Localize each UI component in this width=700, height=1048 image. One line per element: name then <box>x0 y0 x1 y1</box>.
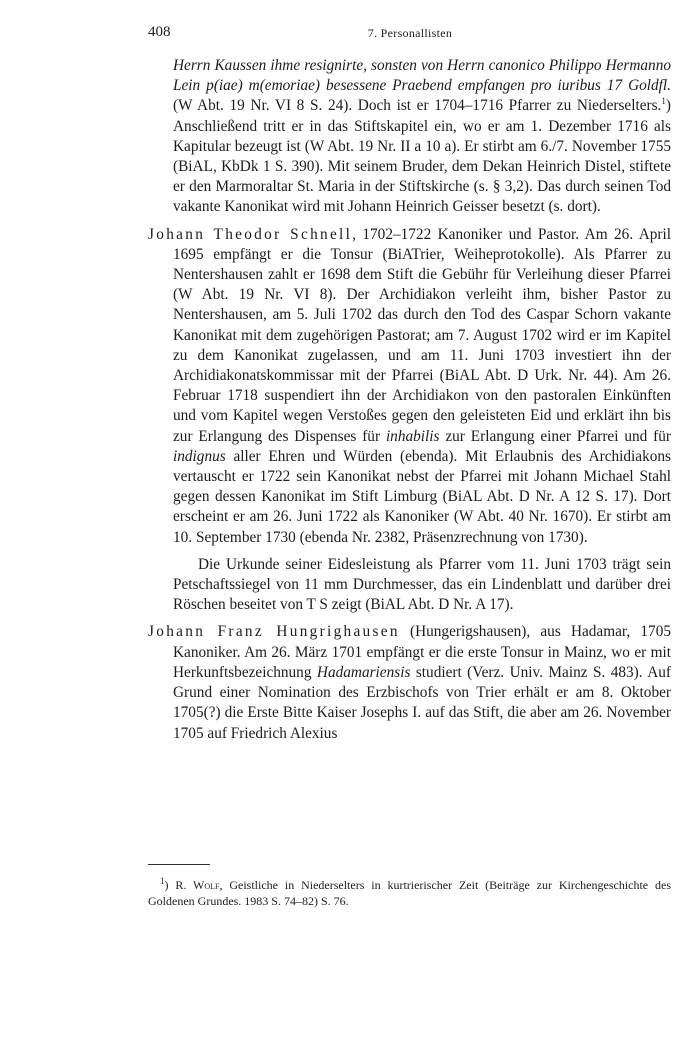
entry-schnell <box>148 225 671 548</box>
entry-text: , 1702–1722 Kanoniker und Pastor. Am 26. April 1695 empfängt er die Tonsur (BiATrier, Weiheprotokolle). Als Pfarrer zu Nentershausen zahlt er 1698 dem Stift die Gebühr für Verleihung dieser Pfarrei (W Abt. 19 Nr. VI 8). Der Archidiakon verleiht ihm, bisher Pastor zu Nentershausen, am 5. Juli 1702 das durch den Tod des Caspar Schorn vakante Kanonikat mit dem zugehörigen Pastorat; am 7. August 1702 wird er im Kapitel zu dem Kanonikat zugelassen, und am 11. Juni 1703 investiert ihn der Archidiakonatskommissar mit der Pfarrei (BiAL Abt. D Urk. Nr. 44). Am 26. Februar 1718 suspendiert ihn der Archidiakon von den pastoralen Einkünften und vom Kapitel wegen Verstoßes gegen den geleisteten Eid und erklärt ihn bis zur Erlangung des Dispenses für <box>173 225 671 445</box>
entry-text: studiert (Verz. Univ. Mainz S. 483). Auf Grund einer Nomination des Erzbischofs von Trier erhält er am 8. Oktober 1705(?) die Erste Bitte Kaiser Josephs I. auf das Stift, die aber am 26. November 1705 auf Friedrich Alexius <box>173 663 671 742</box>
entry-text: ) Anschließend tritt er in das Stiftskapitel ein, wo er am 1. Dezember 1716 als Kapitular bezeugt ist (W Abt. 19 Nr. II a 10 a). Er stirbt am 6./7. November 1755 (BiAL, KbDk 1 S. 390). Mit seinem Bruder, dem Dekan Heinrich Distel, stiftete er den Marmoraltar St. Maria in der Stiftskirche (s. § 3,2). Das durch seinen Tod vakante Kanonikat wird mit Johann Heinrich Geisser besetzt (s. dort). <box>173 97 671 216</box>
footnote-author: R. Wolf <box>175 878 220 892</box>
latin-term: Hadamariensis <box>316 663 411 681</box>
footnote-text: , Geistliche in Niederselters in kurtrierischer Zeit (Beiträge zur Kirchengeschichte des Goldenen Grundes. 1983 S. 74–82) S. 76. <box>148 878 672 908</box>
latin-term: inhabilis <box>385 427 440 445</box>
running-title: 7. Personallisten <box>367 26 453 40</box>
footnote-divider <box>148 864 210 865</box>
main-text <box>148 56 671 751</box>
footnote-number: 1 <box>160 876 165 886</box>
entry-hungrighausen <box>148 622 671 743</box>
latin-quote: Herrn Kaussen ihme resignirte, sonsten von Herrn canonico Philippo Hermanno Lein p(iae) m(emoriae) besessene Praebend empfangen pro iuribus 17 Goldfl. <box>173 57 671 95</box>
entry-text: (W Abt. 19 Nr. VI 8 S. 24). Doch ist er 1704–1716 Pfarrer zu Niederselters. <box>173 97 662 115</box>
page-header <box>148 24 672 44</box>
latin-term: indignus <box>173 447 226 465</box>
entry-text: (Hungerigshausen), aus Hadamar, 1705 Kanoniker. Am 26. März 1701 empfängt er die erste Tonsur in Mainz, wo er mit Herkunftsbezeichnung <box>173 623 671 681</box>
entry-text: zur Erlangung einer Pfarrei und für <box>439 427 672 445</box>
person-name: Johann Theodor Schnell <box>148 225 353 243</box>
page-number: 408 <box>148 24 171 40</box>
footnote: $^1$) R. Wolf, Geistliche in Niederselters in kurtrierischer Zeit (Beiträge zur Kirchengeschichte des Goldenen Grundes. 1983 S. 74–82) S. 76. <box>148 876 672 908</box>
entry-text: aller Ehren und Würden (ebenda). Mit Erlaubnis des Archidiakons vertauscht er 1722 sein Kanonikat nebst der Pfarrei mit Johann Michael Stahl gegen dessen Kanonikat im Stift Limburg (BiAL Abt. D Nr. A 12 S. 17). Dort erscheint er am 26. Juni 1722 als Kanoniker (W Abt. 40 Nr. 1670). Er stirbt am 10. September 1730 (ebenda Nr. 2382, Präsenzrechnung von 1730). <box>173 447 671 546</box>
person-name: Johann Franz Hungrighausen <box>148 623 400 641</box>
footnote-reference: 1 <box>661 96 666 107</box>
entry-continued <box>148 56 671 218</box>
entry-paragraph: Die Urkunde seiner Eidesleistung als Pfarrer vom 11. Juni 1703 trägt sein Petschaftssiegel von 11 mm Durchmesser, das ein Lindenblatt und darüber drei Röschen beseitet von T S zeigt (BiAL Abt. D Nr. A 17). <box>173 555 671 614</box>
